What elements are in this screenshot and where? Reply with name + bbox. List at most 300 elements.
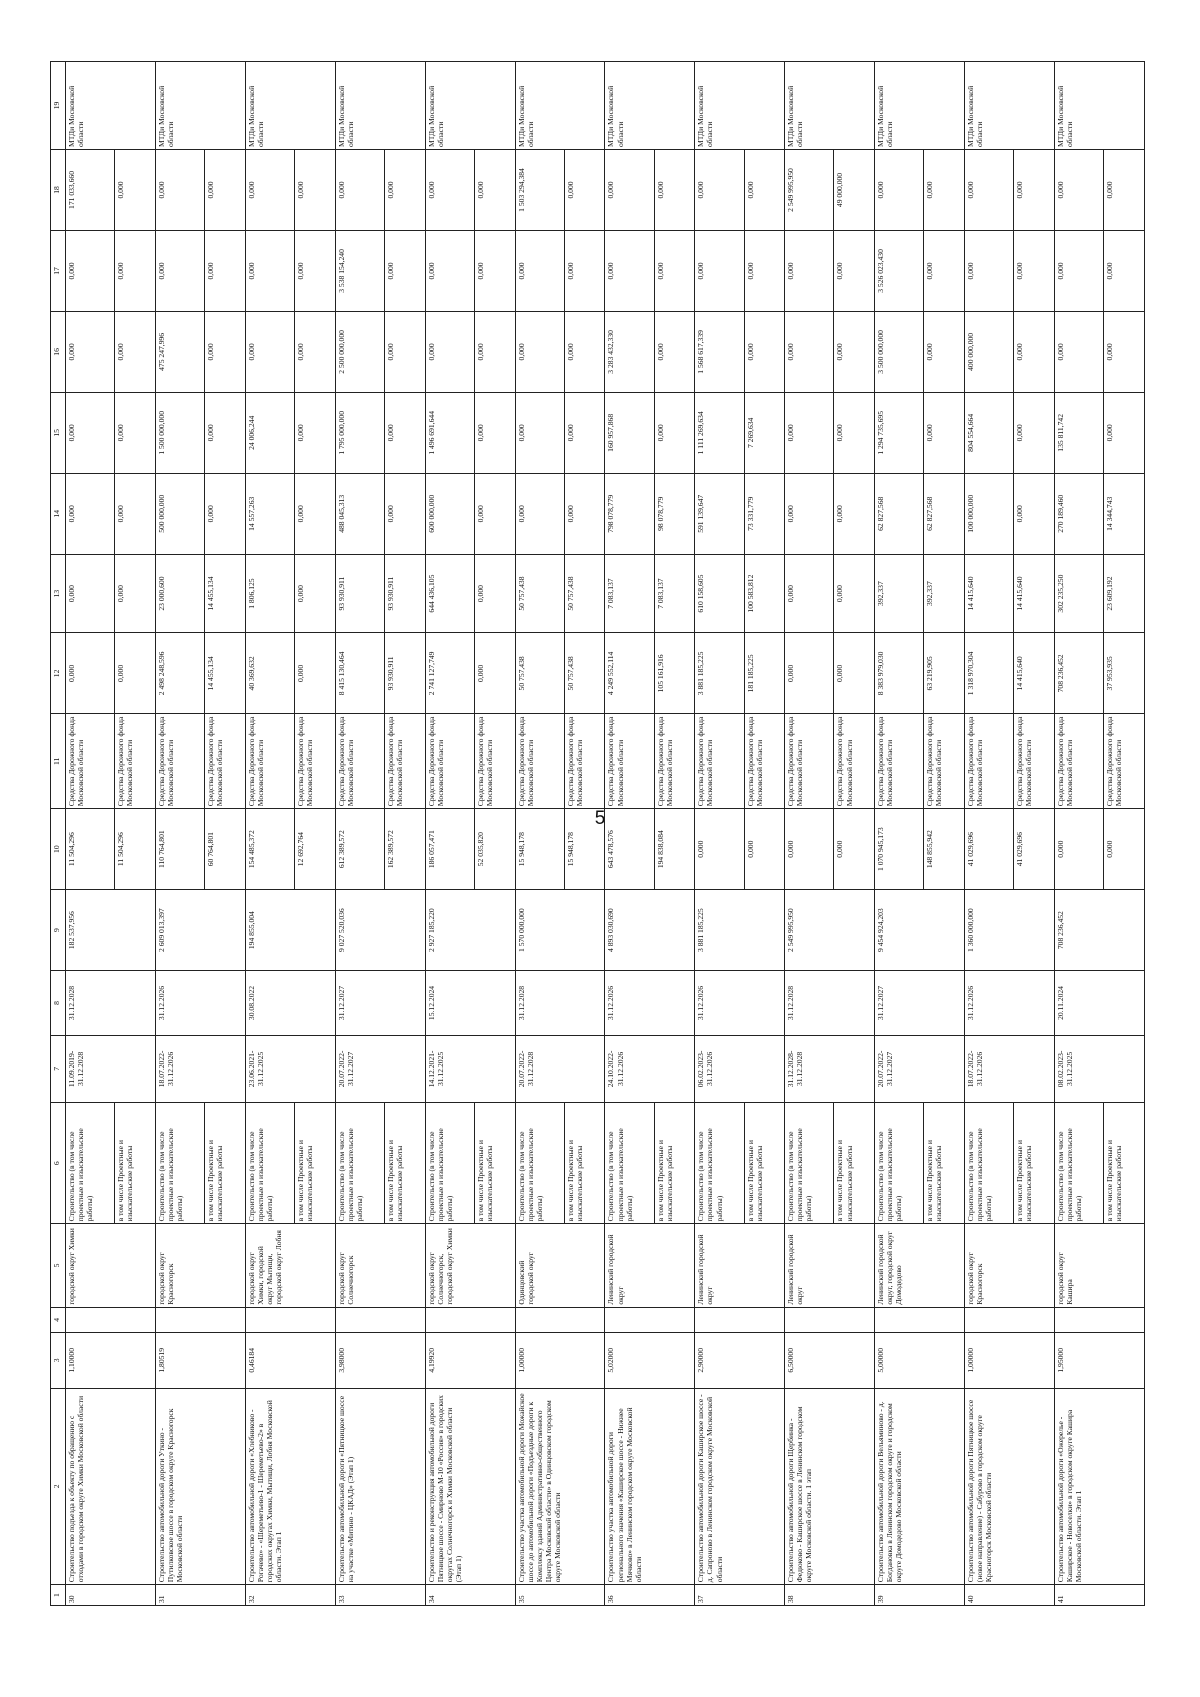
funding-year-3-part: 0,000 [785, 393, 834, 473]
funding-year-5-part: 0,000 [695, 231, 744, 311]
funding-total-part: 2 741 127,749 [426, 633, 475, 713]
financed-before-part: 0,000 [835, 840, 845, 858]
funding-year-5-part: 0,000 [206, 262, 216, 280]
funding-year-5-part: 0,000 [475, 262, 485, 280]
funding-year-1 [875, 554, 965, 633]
funding-year-3-part: 804 554,664 [965, 393, 1014, 473]
work-type-part: Строительство (в том числе проектные и изыскательские работы) [1055, 1103, 1104, 1223]
funding-year-5-part: 0,000 [66, 231, 115, 311]
object-length: 1,10000 [66, 1333, 156, 1389]
financed-before-part: 110 764,801 [156, 809, 205, 889]
end-date: 20.11.2024 [1054, 971, 1144, 1036]
funding-year-2-part: 62 827,568 [875, 474, 924, 554]
work-period: 18.07.2022-31.12.2026 [155, 1035, 245, 1102]
work-type [785, 1102, 875, 1223]
funding-year-2 [66, 473, 156, 554]
municipality: городской округ Красногорск [155, 1224, 245, 1307]
end-date: 31.12.2028 [785, 971, 875, 1036]
financed-before [66, 809, 156, 890]
object-length: 0,46184 [245, 1333, 335, 1389]
total-cost: 4 893 030,690 [605, 890, 695, 971]
financed-before-part: 1 070 945,173 [875, 809, 924, 889]
funding-year-1 [1054, 554, 1144, 633]
work-type [695, 1102, 785, 1223]
funding-year-1-part: 7 083,137 [605, 555, 654, 633]
funding-year-1 [605, 554, 695, 633]
work-period: 08.02.2023-31.12.2025 [1054, 1035, 1144, 1102]
total-cost: 2 549 995,950 [785, 890, 875, 971]
funding-year-4-part: 0,000 [206, 343, 216, 361]
financed-before-part: 11 504,296 [116, 832, 126, 867]
remaining-cost-part: 0,000 [426, 150, 475, 230]
funding-year-2 [785, 473, 875, 554]
funding-year-4-part: 0,000 [475, 343, 485, 361]
column-number-14: 14 [51, 473, 66, 554]
funding-source-part: Средства Дорожного фонда Московской области [655, 716, 674, 807]
funding-year-3-part: 0,000 [116, 424, 126, 442]
total-cost: 3 881 185,225 [695, 890, 785, 971]
total-cost: 2 609 013,397 [155, 890, 245, 971]
column-number-6: 6 [51, 1102, 66, 1223]
funding-total-part: 40 369,632 [246, 633, 295, 713]
funding-year-3-part: 1 496 691,644 [426, 393, 475, 473]
funding-source-part: Средства Дорожного фонда Московской области [565, 716, 584, 807]
work-type-part: в том числе Проектные и изыскательские работы [1105, 1140, 1124, 1222]
funding-total-part: 3 881 185,225 [695, 633, 744, 713]
funding-year-2-part: 14 557,263 [246, 474, 295, 554]
funding-total-part: 93 930,911 [385, 656, 395, 691]
funding-year-1-part: 0,000 [475, 585, 485, 603]
funding-year-3-part: 0,000 [206, 424, 216, 442]
funding-year-2-part: 500 000,000 [156, 474, 205, 554]
municipality: городской округ Красногорск [965, 1224, 1055, 1307]
work-period: 31.12.2028-31.12.2028 [785, 1035, 875, 1102]
funding-year-5 [335, 230, 425, 311]
end-date: 31.12.2027 [335, 971, 425, 1036]
table-row [875, 62, 965, 1606]
financed-before-part: 612 389,572 [336, 809, 385, 889]
column-number-15: 15 [51, 392, 66, 473]
funding-year-1 [155, 554, 245, 633]
funding-total [875, 633, 965, 714]
object-name: Строительство и реконструкция автомобильной дороги Пятницкое шоссе - Смирново М-10 «Россия» в городских округах Солнечногорск и Химки Московской области (Этап 1) [425, 1388, 515, 1585]
financed-before-part: 148 855,942 [925, 830, 935, 869]
object-length: 1,80519 [155, 1333, 245, 1389]
funding-year-4-part: 0,000 [785, 312, 834, 392]
funding-source-part: Средства Дорожного фонда Московской области [336, 714, 385, 808]
funding-year-5-part: 0,000 [385, 262, 395, 280]
funding-year-3-part: 160 957,868 [605, 393, 654, 473]
customer: МТДи Московской области [1054, 62, 1144, 150]
financed-before-part: 41 029,696 [965, 809, 1014, 889]
work-type-part: Строительство (в том числе проектные и изыскательские работы) [336, 1103, 385, 1223]
funding-total [515, 633, 605, 714]
funding-year-4 [1054, 311, 1144, 392]
row-number: 33 [335, 1585, 425, 1606]
funding-year-5-part: 0,000 [785, 231, 834, 311]
funding-year-3-part: 7 269,634 [745, 417, 755, 449]
row-number: 35 [515, 1585, 605, 1606]
funding-year-3-part: 1 294 735,695 [875, 393, 924, 473]
funding-source [965, 714, 1055, 809]
funding-year-4-part: 0,000 [1055, 312, 1104, 392]
funding-total [785, 633, 875, 714]
object-name: Строительство автомобильной дороги Вельяминово - д. Богдановка в Ленинском городском округе и городском округе Домодедово Московской области [875, 1388, 965, 1585]
funding-year-1-part: 23 609,192 [1105, 576, 1115, 611]
funding-year-5 [425, 230, 515, 311]
funding-total-part: 63 219,905 [925, 656, 935, 691]
remaining-cost-part: 0,000 [1105, 181, 1115, 199]
end-date: 31.12.2026 [155, 971, 245, 1036]
funding-total-part: 14 455,134 [206, 656, 216, 691]
funding-year-2-part: 0,000 [116, 505, 126, 523]
object-length: 3,98000 [335, 1333, 425, 1389]
funding-year-2 [245, 473, 335, 554]
row-number: 41 [1054, 1585, 1144, 1606]
funding-year-3 [155, 392, 245, 473]
funding-source-part: Средства Дорожного фонда Московской области [66, 714, 115, 808]
financed-before [245, 809, 335, 890]
funding-year-5-part: 0,000 [565, 262, 575, 280]
funding-total-part: 14 415,640 [1015, 656, 1025, 691]
funding-source [335, 714, 425, 809]
column-number-16: 16 [51, 311, 66, 392]
work-type-part: Строительство (в том числе проектные и изыскательские работы) [156, 1103, 205, 1223]
object-column-4 [695, 1307, 785, 1332]
row-number: 31 [155, 1585, 245, 1606]
funding-year-1-part: 1 806,125 [246, 555, 295, 633]
funding-source-part: Средства Дорожного фонда Московской области [605, 714, 654, 808]
total-cost: 9 454 924,203 [875, 890, 965, 971]
funding-year-1 [66, 554, 156, 633]
work-period: 20.07.2022-31.12.2027 [335, 1035, 425, 1102]
funding-year-4 [425, 311, 515, 392]
funding-total [245, 633, 335, 714]
funding-source-part: Средства Дорожного фонда Московской области [516, 714, 565, 808]
funding-year-5-part: 0,000 [965, 231, 1014, 311]
financed-before [155, 809, 245, 890]
work-type-part: Строительство (в том числе проектные и изыскательские работы) [426, 1103, 475, 1223]
table-row [1054, 62, 1144, 1606]
funding-source-part: Средства Дорожного фонда Московской области [385, 716, 405, 807]
remaining-cost-part: 0,000 [695, 150, 744, 230]
object-length: 1,95000 [1054, 1333, 1144, 1389]
funding-year-3 [875, 392, 965, 473]
table-row [605, 62, 695, 1606]
funding-source-part: Средства Дорожного фонда Московской области [426, 714, 475, 808]
funding-year-4 [965, 311, 1055, 392]
funding-year-3-part: 24 006,244 [246, 393, 295, 473]
remaining-cost-part: 0,000 [385, 181, 395, 199]
funding-year-2-part: 798 078,779 [605, 474, 654, 554]
financed-before-part: 643 478,576 [605, 809, 654, 889]
financed-before-part: 60 764,801 [206, 832, 216, 867]
funding-year-4-part: 0,000 [745, 343, 755, 361]
funding-total [605, 633, 695, 714]
funding-year-5 [515, 230, 605, 311]
funding-year-2-part: 0,000 [516, 474, 565, 554]
row-number: 30 [66, 1585, 156, 1606]
work-type [66, 1102, 156, 1223]
municipality: городской округ Солнечногорск, городской округ Химки [425, 1224, 515, 1307]
funding-year-3 [695, 392, 785, 473]
row-number: 38 [785, 1585, 875, 1606]
remaining-cost-part: 0,000 [296, 181, 306, 199]
table-row [425, 62, 515, 1606]
object-length: 5,02000 [605, 1333, 695, 1389]
column-number-7: 7 [51, 1035, 66, 1102]
remaining-cost-part: 0,000 [745, 181, 755, 199]
funding-year-3-part: 0,000 [565, 424, 575, 442]
funding-total [425, 633, 515, 714]
funding-year-5-part: 0,000 [296, 262, 306, 280]
funding-year-1-part: 302 235,250 [1055, 555, 1104, 633]
funding-year-4-part: 0,000 [835, 343, 845, 361]
funding-source [605, 714, 695, 809]
funding-year-1 [965, 554, 1055, 633]
object-length: 6,50000 [785, 1333, 875, 1389]
funding-year-5 [155, 230, 245, 311]
funding-total [695, 633, 785, 714]
table-row [965, 62, 1055, 1606]
work-type-part: в том числе Проектные и изыскательские работы [385, 1140, 405, 1222]
funding-year-3-part: 0,000 [1015, 424, 1025, 442]
financed-before-part: 0,000 [745, 840, 755, 858]
funding-total-part: 8 415 130,464 [336, 633, 385, 713]
funding-year-5-part: 0,000 [655, 262, 665, 280]
column-number-4: 4 [51, 1307, 66, 1332]
total-cost: 194 855,004 [245, 890, 335, 971]
funding-year-2-part: 0,000 [1015, 505, 1025, 523]
funding-year-3-part: 0,000 [655, 424, 665, 442]
funding-year-5-part: 3 526 023,430 [875, 231, 924, 311]
financed-before-part: 0,000 [1055, 809, 1104, 889]
funding-source [245, 714, 335, 809]
object-length: 4,19920 [425, 1333, 515, 1389]
funding-year-5 [245, 230, 335, 311]
funding-year-2 [155, 473, 245, 554]
work-type [155, 1102, 245, 1223]
total-cost: 1 570 000,000 [515, 890, 605, 971]
municipality: Ленинский городской округ [695, 1224, 785, 1307]
funding-year-5 [1054, 230, 1144, 311]
funding-year-2-part: 0,000 [785, 474, 834, 554]
funding-year-3 [965, 392, 1055, 473]
funding-year-3-part: 0,000 [516, 393, 565, 473]
row-number: 40 [965, 1585, 1055, 1606]
financed-before [425, 809, 515, 890]
funding-total-part: 708 236,452 [1055, 633, 1104, 713]
customer: МТДи Московской области [66, 62, 156, 150]
object-column-4 [66, 1307, 156, 1332]
work-type-part: Строительство (в том числе проектные и изыскательские работы) [605, 1103, 654, 1223]
funding-year-5-part: 3 538 154,240 [336, 231, 385, 311]
remaining-cost-part: 0,000 [1055, 150, 1104, 230]
funding-year-1-part: 23 000,600 [156, 555, 205, 633]
funding-year-1-part: 14 415,640 [965, 555, 1014, 633]
funding-year-1-part: 0,000 [835, 585, 845, 603]
municipality: Одинцовский городской округ [515, 1224, 605, 1307]
funding-year-2-part: 270 189,460 [1055, 474, 1104, 554]
table-row [695, 62, 785, 1606]
work-type-part: Строительство (в том числе проектные и изыскательские работы) [965, 1103, 1014, 1223]
funding-total-part: 2 498 248,596 [156, 633, 205, 713]
row-number: 34 [425, 1585, 515, 1606]
construction-program-table [50, 61, 1145, 1606]
financed-before-part: 15 948,178 [565, 832, 575, 867]
funding-year-4-part: 0,000 [385, 343, 395, 361]
funding-year-1-part: 14 415,640 [1015, 576, 1025, 611]
funding-year-5-part: 0,000 [1055, 231, 1104, 311]
funding-year-4-part: 0,000 [1105, 343, 1115, 361]
funding-year-4 [335, 311, 425, 392]
funding-year-1-part: 0,000 [66, 555, 115, 633]
funding-year-4-part: 3 283 432,330 [605, 312, 654, 392]
funding-total-part: 0,000 [66, 633, 115, 713]
financed-before-part: 0,000 [785, 809, 834, 889]
funding-total-part: 1 318 970,304 [965, 633, 1014, 713]
funding-year-2 [515, 473, 605, 554]
funding-source [425, 714, 515, 809]
funding-year-1 [425, 554, 515, 633]
funding-year-2-part: 73 331,779 [745, 496, 755, 531]
funding-year-2-part: 0,000 [475, 505, 485, 523]
end-date: 31.12.2026 [605, 971, 695, 1036]
column-number-5: 5 [51, 1224, 66, 1307]
funding-year-2-part: 0,000 [385, 505, 395, 523]
total-cost: 2 927 185,220 [425, 890, 515, 971]
object-name: Строительство автомобильной дороги Каширское шоссе - д. Сапроново в Ленинском городском округе Московской области [695, 1388, 785, 1585]
funding-year-1-part: 610 158,605 [695, 555, 744, 633]
funding-year-2-part: 591 139,647 [695, 474, 744, 554]
object-column-4 [605, 1307, 695, 1332]
funding-total-part: 0,000 [296, 664, 306, 682]
object-length: 1,00000 [965, 1333, 1055, 1389]
work-period: 20.07.2022-31.12.2028 [515, 1035, 605, 1102]
financed-before [605, 809, 695, 890]
funding-year-4 [875, 311, 965, 392]
funding-year-1 [785, 554, 875, 633]
funding-year-3-part: 1 795 000,000 [336, 393, 385, 473]
funding-year-1 [245, 554, 335, 633]
funding-total-part: 0,000 [116, 664, 126, 682]
funding-source-part: Средства Дорожного фонда Московской области [296, 716, 315, 807]
funding-year-5-part: 0,000 [605, 231, 654, 311]
funding-year-5-part: 0,000 [835, 262, 845, 280]
remaining-cost-part: 1 503 294,384 [516, 150, 565, 230]
financed-before-part: 41 029,696 [1015, 832, 1025, 867]
funding-year-1-part: 50 757,438 [516, 555, 565, 633]
municipality: Ленинский городской округ [785, 1224, 875, 1307]
remaining-cost-part: 0,000 [246, 150, 295, 230]
funding-year-5-part: 0,000 [925, 262, 935, 280]
funding-source-part: Средства Дорожного фонда Московской области [206, 716, 225, 807]
financed-before-part: 0,000 [1105, 840, 1115, 858]
funding-source [515, 714, 605, 809]
funding-year-1 [515, 554, 605, 633]
page-number: 5 [594, 808, 606, 829]
funding-year-4 [785, 311, 875, 392]
financed-before-part: 0,000 [695, 809, 744, 889]
work-type-part: Строительство (в том числе проектные и изыскательские работы) [516, 1103, 565, 1223]
funding-total-part: 0,000 [835, 664, 845, 682]
funding-year-2-part: 488 045,313 [336, 474, 385, 554]
remaining-cost-part: 0,000 [1015, 181, 1025, 199]
funding-year-4-part: 0,000 [66, 312, 115, 392]
customer: МТДи Московской области [785, 62, 875, 150]
customer: МТДи Московской области [515, 62, 605, 150]
work-period: 06.02.2023-31.12.2026 [695, 1035, 785, 1102]
work-type-part: Строительство (в том числе проектные и изыскательские работы) [695, 1103, 744, 1223]
funding-total-part: 105 161,916 [655, 654, 665, 693]
funding-year-3-part: 0,000 [475, 424, 485, 442]
row-number: 32 [245, 1585, 335, 1606]
work-type-part: в том числе Проектные и изыскательские работы [206, 1140, 225, 1222]
remaining-cost-part: 2 549 995,950 [785, 150, 834, 230]
table-row [155, 62, 245, 1606]
funding-year-3-part: 0,000 [296, 424, 306, 442]
funding-year-5-part: 0,000 [1105, 262, 1115, 280]
funding-source [1054, 714, 1144, 809]
table-row [245, 62, 335, 1606]
customer: МТДи Московской области [425, 62, 515, 150]
funding-year-3-part: 1 500 000,000 [156, 393, 205, 473]
funding-source-part: Средства Дорожного фонда Московской области [1055, 714, 1104, 808]
funding-year-4 [66, 311, 156, 392]
remaining-cost [695, 150, 785, 231]
funding-total-part: 0,000 [475, 664, 485, 682]
customer: МТДи Московской области [695, 62, 785, 150]
table-row [335, 62, 425, 1606]
municipality: городской округ Химки, городской округ Мытищи, городской округ Лобня [245, 1224, 335, 1307]
municipality: городской округ Кашира [1054, 1224, 1144, 1307]
customer: МТДи Московской области [245, 62, 335, 150]
work-type-part: Строительство (в том числе проектные и изыскательские работы) [785, 1103, 834, 1223]
total-cost: 9 027 520,036 [335, 890, 425, 971]
funding-year-3 [515, 392, 605, 473]
funding-year-5 [66, 230, 156, 311]
funding-year-4-part: 1 568 617,339 [695, 312, 744, 392]
funding-year-4-part: 2 500 000,000 [336, 312, 385, 392]
funding-year-1-part: 50 757,438 [565, 576, 575, 611]
funding-source [875, 714, 965, 809]
object-name: Строительство автомобильной дороги «Хлебниково - Рогачево» - «Шереметьево-1 - Шереметьево-2» в городских округах Химки, Мытищи, Лобня Московской области. Этап 1 [245, 1388, 335, 1585]
funding-source [785, 714, 875, 809]
rotated-table-container [50, 61, 1145, 1606]
table-body [66, 62, 1145, 1606]
work-type-part: Строительство (в том числе проектные и изыскательские работы) [875, 1103, 924, 1223]
funding-year-3-part: 0,000 [1105, 424, 1115, 442]
funding-year-5 [695, 230, 785, 311]
funding-total-part: 50 757,438 [565, 656, 575, 691]
object-name: Строительство подъезда к объекту по обращению с отходами в городском округе Химки Московской области [66, 1388, 156, 1585]
funding-year-3 [335, 392, 425, 473]
work-type-part: в том числе Проектные и изыскательские работы [565, 1140, 584, 1222]
column-number-2: 2 [51, 1388, 66, 1585]
funding-year-2 [875, 473, 965, 554]
financed-before [785, 809, 875, 890]
table-row [66, 62, 156, 1606]
end-date: 31.12.2026 [695, 971, 785, 1036]
object-column-4 [515, 1307, 605, 1332]
column-number-9: 9 [51, 890, 66, 971]
funding-total-part: 50 757,438 [516, 633, 565, 713]
funding-total-part: 8 383 979,030 [875, 633, 924, 713]
funding-source-part: Средства Дорожного фонда Московской области [475, 716, 494, 807]
funding-source-part: Средства Дорожного фонда Московской области [156, 714, 205, 808]
work-type [425, 1102, 515, 1223]
work-period: 24.10.2022-31.12.2026 [605, 1035, 695, 1102]
